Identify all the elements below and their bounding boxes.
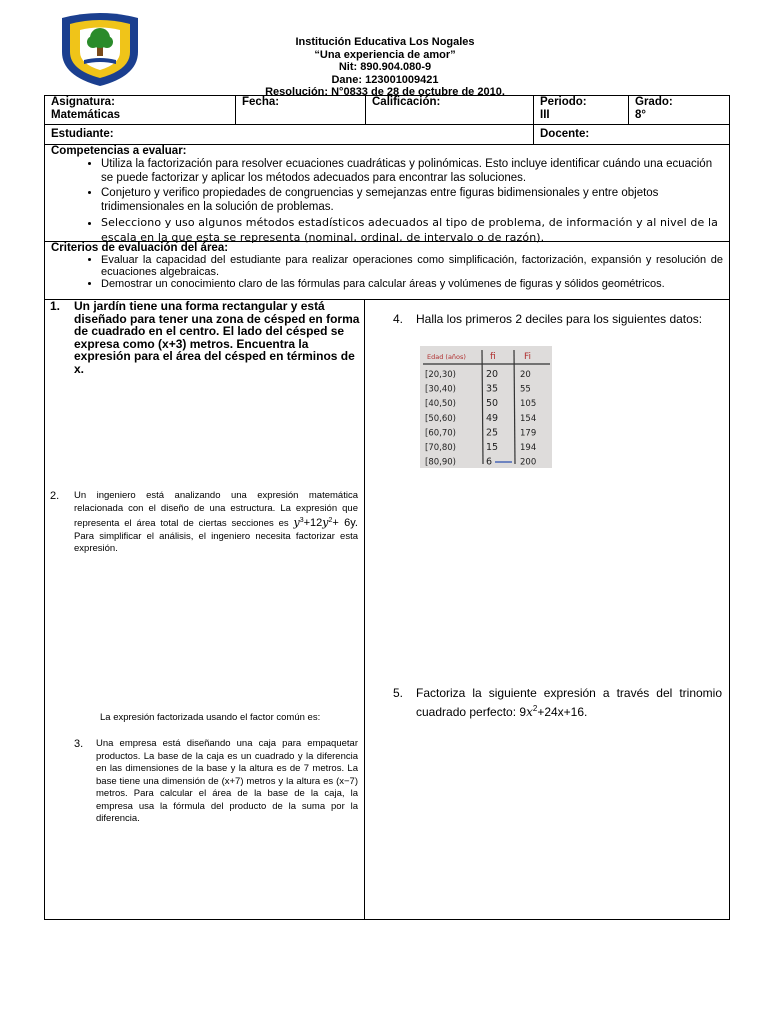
question-text: Factoriza la siguiente expresión a través del trinomio cuadrado perfecto: 9 bbox=[416, 686, 722, 719]
data-table-photo bbox=[420, 346, 552, 468]
institution-nit: Nit: 890.904.080-9 bbox=[338, 61, 432, 73]
criteria-item: • Evaluar la capacidad del estudiante para realizar operaciones como simplificación, factorización, expansión y resolución de ecuaciones algebraicas. bbox=[101, 254, 723, 278]
teacher-cell[interactable] bbox=[534, 125, 730, 145]
table-cell: [50,60) bbox=[425, 413, 456, 424]
subject-value: Matemáticas bbox=[51, 109, 121, 121]
period-value: III bbox=[540, 109, 550, 121]
questions-section bbox=[44, 299, 730, 920]
institution-motto: “Una experiencia de amor” bbox=[314, 48, 456, 61]
table-header-cell: fi bbox=[490, 352, 496, 362]
criteria-item: • Demostrar un conocimiento claro de las fórmulas para calcular áreas y volúmenes de figuras y sólidos geométricos. bbox=[101, 278, 723, 290]
column-divider bbox=[364, 299, 365, 920]
institution-name: Institución Educativa Los Nogales bbox=[295, 36, 475, 48]
expr-term: + 6y. bbox=[332, 517, 358, 530]
institution-dane: Dane: 123001009421 bbox=[331, 73, 439, 86]
grade-mark-cell[interactable] bbox=[366, 96, 534, 125]
document-header bbox=[190, 36, 580, 99]
student-cell[interactable] bbox=[45, 125, 534, 145]
table-cell: 35 bbox=[486, 383, 499, 395]
table-cell: [40,50) bbox=[425, 399, 456, 410]
table-cell: [20,30) bbox=[425, 370, 456, 380]
table-cell: 20 bbox=[520, 370, 531, 380]
question-number: 3. bbox=[74, 738, 84, 750]
question-2 bbox=[50, 490, 358, 556]
table-cell: 15 bbox=[486, 442, 499, 453]
question-text: Halla los primeros 2 deciles para los siguientes datos: bbox=[416, 312, 703, 326]
school-crest-icon bbox=[54, 12, 146, 88]
table-cell: [60,70) bbox=[425, 428, 456, 439]
question-number: 5. bbox=[393, 686, 404, 700]
expr-power: 2 bbox=[532, 704, 538, 713]
competency-item: • Conjeturo y verifico propiedades de congruencias y semejanzas entre figuras bidimensionales y entre objetos tridimensionales en la solución de problemas. bbox=[101, 186, 723, 214]
expr-variable: y bbox=[293, 516, 300, 530]
grade-cell bbox=[629, 96, 730, 125]
expr-term: +12 bbox=[303, 517, 323, 530]
competencies-list bbox=[51, 157, 723, 245]
teacher-label: Docente: bbox=[540, 128, 590, 140]
table-cell: 179 bbox=[520, 428, 537, 439]
question-number: 4. bbox=[393, 312, 404, 326]
criteria-title: Criterios de evaluación del área: bbox=[51, 242, 229, 254]
answer-prompt: La expresión factorizada usando el factor común es: bbox=[100, 712, 321, 723]
subject-label: Asignatura: bbox=[51, 96, 115, 108]
question-1 bbox=[50, 299, 360, 376]
criteria-list bbox=[51, 254, 723, 290]
period-cell bbox=[534, 96, 629, 125]
criteria-section bbox=[44, 241, 730, 300]
period-label: Periodo: bbox=[540, 96, 587, 108]
question-text: Para simplificar el análisis, el ingeniero necesita factorizar esta expresión. bbox=[74, 530, 358, 555]
table-cell: 200 bbox=[520, 457, 537, 468]
table-cell: [30,40) bbox=[425, 384, 456, 395]
student-label: Estudiante: bbox=[51, 128, 114, 140]
table-cell: 55 bbox=[520, 384, 531, 395]
expr-variable: x bbox=[526, 705, 533, 719]
question-number: 1. bbox=[50, 299, 61, 313]
table-cell: 49 bbox=[486, 412, 499, 424]
table-cell: 194 bbox=[520, 443, 537, 453]
table-cell: 6 bbox=[486, 456, 493, 468]
expr-power: 2 bbox=[328, 517, 333, 524]
competency-item: • Utiliza la factorización para resolver ecuaciones cuadráticas y polinómicas. Esto incluye identificar cuándo una ecuación se puede factorizar y aplicar los métodos adecuados para encontrar las soluciones. bbox=[101, 157, 723, 185]
competency-item: • Selecciono y uso algunos métodos estadísticos adecuados al tipo de problema, de información y al nivel de la escala en la que esta se representa (nominal, ordinal, de intervalo o de razón). bbox=[101, 215, 723, 245]
table-cell: [70,80) bbox=[425, 443, 456, 453]
question-text: Una empresa está diseñando una caja para empaquetar productos. La base de la caja es un cuadrado y la diferencia en las dimensiones de la base y la altura es de 7 metros. La base tiene una dimensión de (x+7) metros y la altura es (x−7) metros. Para calcular el área de la base de la caja, la empresa usa la fórmula del producto de la suma por la diferencia. bbox=[96, 738, 358, 824]
question-5 bbox=[393, 686, 722, 720]
table-cell: 25 bbox=[486, 427, 499, 439]
date-cell[interactable] bbox=[236, 96, 366, 125]
date-label: Fecha: bbox=[242, 96, 280, 108]
table-cell: 105 bbox=[520, 399, 537, 410]
info-table bbox=[44, 95, 730, 145]
grade-mark-label: Calificación: bbox=[372, 96, 441, 108]
table-cell: [80,90) bbox=[425, 457, 456, 468]
institution-resolution: Resolución: N°0833 de 28 de octubre de 2010. bbox=[265, 86, 505, 98]
expr-power: 3 bbox=[299, 517, 304, 524]
question-4 bbox=[393, 312, 722, 327]
grade-value: 8° bbox=[635, 109, 646, 121]
question-text: Un ingeniero está analizando una expresión matemática relacionada con el diseño de una estructura. La expresión que representa el área total de ciertas secciones es bbox=[74, 490, 358, 530]
question-number: 2. bbox=[50, 490, 60, 502]
table-cell: 20 bbox=[486, 369, 499, 380]
table-header-cell: Edad (años) bbox=[427, 353, 466, 361]
subject-cell bbox=[45, 96, 236, 125]
question-3 bbox=[74, 738, 358, 826]
competencies-title: Competencias a evaluar: bbox=[51, 145, 187, 157]
question-text: Un jardín tiene una forma rectangular y está diseñado para tener una zona de césped en forma de cuadrado en el centro. El lado del césped se expresa como (x+3) metros. Encuentra la expresión para el área del césped en términos de x. bbox=[74, 299, 360, 376]
expr-variable: y bbox=[322, 516, 329, 530]
table-cell: 50 bbox=[486, 398, 499, 410]
table-cell: 154 bbox=[520, 413, 537, 424]
competencies-section bbox=[44, 144, 730, 242]
grade-label: Grado: bbox=[635, 96, 673, 108]
table-header-cell: Fi bbox=[524, 352, 532, 362]
question-text: +24x+16. bbox=[537, 705, 588, 719]
